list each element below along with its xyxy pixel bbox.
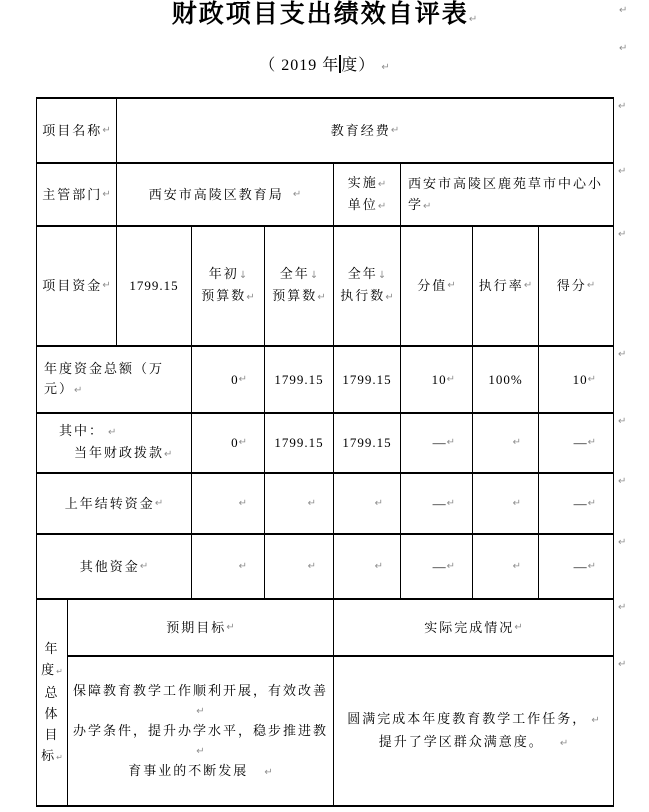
paragraph-mark-icon: ↵ bbox=[619, 43, 628, 54]
col-header-text: 预算数 bbox=[272, 288, 318, 303]
col-header-initial-budget-cell[interactable] bbox=[192, 227, 265, 347]
total-points: 10 bbox=[572, 371, 588, 387]
actual-completion-header-cell[interactable] bbox=[334, 600, 614, 657]
paragraph-mark-icon: ↵ bbox=[307, 560, 316, 572]
paragraph-mark-icon: ↵ bbox=[374, 497, 383, 509]
paragraph-mark-icon: ↵ bbox=[74, 384, 83, 396]
actual-completion-content-cell[interactable] bbox=[334, 657, 614, 807]
impl-unit-label-text2: 单位 bbox=[347, 196, 378, 212]
total-exec-rate-cell[interactable] bbox=[473, 347, 539, 414]
paragraph-mark-icon: ↵ bbox=[307, 497, 316, 509]
paragraph-mark-icon: ↵ bbox=[154, 497, 164, 509]
side-char bbox=[44, 703, 59, 724]
paragraph-mark-icon: ↵ bbox=[56, 666, 63, 676]
side-char-text: 年 bbox=[44, 640, 60, 656]
carryover-points: — bbox=[573, 495, 588, 511]
paragraph-mark-icon: ↵ bbox=[102, 124, 111, 136]
paragraph-mark-icon: ↵ bbox=[381, 62, 390, 73]
carryover-label: 上年结转资金 bbox=[64, 495, 155, 511]
other-score: — bbox=[432, 558, 447, 574]
total-points-cell[interactable] bbox=[539, 347, 614, 414]
other-year-budget-cell[interactable] bbox=[265, 535, 334, 600]
col-header-text: 全年 bbox=[279, 266, 310, 281]
paragraph-mark-icon: ↵ bbox=[446, 560, 455, 572]
total-year-exec-cell[interactable] bbox=[334, 347, 401, 414]
row-end-mark-icon: ↵ bbox=[618, 537, 627, 548]
col-header-exec-rate-cell[interactable] bbox=[473, 227, 539, 347]
subtitle-suffix: 度） bbox=[341, 57, 376, 74]
total-year-budget-cell[interactable] bbox=[265, 347, 334, 414]
paragraph-mark-icon: ↵ bbox=[377, 200, 387, 212]
expected-goal-line bbox=[70, 721, 331, 761]
col-header-points: 得分 bbox=[556, 278, 587, 293]
impl-unit-value bbox=[408, 173, 609, 217]
fiscal-year-exec: 1799.15 bbox=[342, 435, 392, 450]
other-points-cell[interactable] bbox=[539, 535, 614, 600]
total-label-text: 年度资金总额（万元） bbox=[44, 360, 165, 396]
paragraph-mark-icon: ↵ bbox=[447, 280, 456, 291]
row-end-mark-icon: ↵ bbox=[618, 229, 627, 240]
col-header-line bbox=[280, 264, 318, 286]
paragraph-mark-icon: ↵ bbox=[512, 497, 521, 509]
total-exec-rate: 100% bbox=[488, 371, 523, 387]
paragraph-mark-icon: ↵ bbox=[246, 292, 255, 303]
fiscal-label-text1: 其中： bbox=[59, 423, 105, 438]
paragraph-mark-icon: ↵ bbox=[139, 560, 149, 572]
paragraph-mark-icon: ↵ bbox=[390, 124, 400, 136]
row-end-mark-icon: ↵ bbox=[618, 416, 627, 427]
col-header-line bbox=[348, 264, 386, 286]
row-end-mark-icon: ↵ bbox=[618, 166, 627, 177]
paragraph-mark-icon: ↵ bbox=[591, 715, 600, 726]
col-header-year-budget-cell[interactable] bbox=[265, 227, 334, 347]
total-year-exec: 1799.15 bbox=[342, 371, 392, 387]
carryover-exec-rate-cell[interactable] bbox=[473, 474, 539, 535]
col-header-points-cell[interactable] bbox=[539, 227, 614, 347]
col-header-score-cell[interactable] bbox=[401, 227, 473, 347]
col-header-score: 分值 bbox=[417, 278, 448, 293]
paragraph-mark-icon: ↵ bbox=[264, 766, 273, 778]
fiscal-label-line1 bbox=[59, 421, 116, 443]
expected-goal-line bbox=[128, 761, 272, 782]
total-initial-budget-cell[interactable] bbox=[192, 347, 265, 414]
carryover-label-cell[interactable] bbox=[37, 474, 192, 535]
line-break-mark-icon: ↓ bbox=[238, 270, 248, 281]
paragraph-mark-icon: ↵ bbox=[512, 560, 521, 572]
carryover-score: — bbox=[432, 495, 447, 511]
impl-unit-label-line2 bbox=[348, 195, 386, 217]
total-initial-budget: 0 bbox=[231, 371, 239, 387]
total-label-cell[interactable] bbox=[37, 347, 192, 414]
project-funds-amount-cell[interactable] bbox=[117, 227, 192, 347]
carryover-points-cell[interactable] bbox=[539, 474, 614, 535]
actual-completion-line bbox=[379, 731, 568, 754]
fiscal-label-cell[interactable] bbox=[37, 414, 192, 474]
paragraph-mark-icon: ↵ bbox=[446, 497, 455, 509]
paragraph-mark-icon: ↵ bbox=[102, 280, 111, 291]
self-evaluation-table bbox=[36, 97, 614, 807]
col-header-exec-rate: 执行率 bbox=[478, 278, 524, 293]
side-char bbox=[41, 745, 63, 768]
project-funds-amount: 1799.15 bbox=[129, 278, 179, 293]
side-char bbox=[44, 638, 59, 659]
row-end-mark-icon: ↵ bbox=[618, 349, 627, 360]
line-break-mark-icon: ↓ bbox=[377, 270, 387, 281]
paragraph-mark-icon: ↵ bbox=[292, 188, 302, 200]
impl-unit-label-text1: 实施 bbox=[347, 174, 378, 190]
page-subtitle[interactable] bbox=[0, 55, 649, 79]
fiscal-label-text2: 当年财政拨款 bbox=[74, 445, 165, 460]
project-funds-label-cell[interactable] bbox=[37, 227, 117, 347]
fiscal-points-cell[interactable] bbox=[539, 414, 614, 474]
paragraph-mark-icon: ↵ bbox=[196, 705, 205, 717]
actual-completion-text: 圆满完成本年度教育教学工作任务， bbox=[347, 711, 588, 726]
fiscal-initial-budget-cell[interactable] bbox=[192, 414, 265, 474]
expected-goal-text: 育事业的不断发展 bbox=[128, 762, 249, 778]
paragraph-mark-icon: ↵ bbox=[238, 437, 247, 448]
department-label-cell[interactable] bbox=[37, 164, 117, 227]
fiscal-year-exec-cell[interactable] bbox=[334, 414, 401, 474]
expected-goal-line bbox=[70, 681, 331, 721]
paragraph-mark-icon: ↵ bbox=[587, 437, 596, 448]
fiscal-points: — bbox=[573, 435, 588, 450]
side-char-text: 度 bbox=[41, 661, 57, 677]
line-break-mark-icon: ↓ bbox=[309, 270, 319, 281]
department-label: 主管部门 bbox=[42, 186, 103, 202]
expected-goal-header-cell[interactable] bbox=[68, 600, 334, 657]
side-char-text: 总 bbox=[44, 684, 60, 700]
fiscal-year-budget-cell[interactable] bbox=[265, 414, 334, 474]
project-name-label: 项目名称 bbox=[42, 122, 103, 138]
project-funds-label: 项目资金 bbox=[42, 278, 103, 293]
row-end-mark-icon: ↵ bbox=[618, 659, 627, 670]
paragraph-mark-icon: ↵ bbox=[587, 497, 596, 509]
total-score: 10 bbox=[431, 371, 447, 387]
paragraph-mark-icon: ↵ bbox=[385, 292, 394, 303]
fiscal-label-line2 bbox=[74, 443, 172, 465]
col-header-text: 全年 bbox=[347, 266, 378, 281]
paragraph-mark-icon: ↵ bbox=[102, 188, 111, 200]
paragraph-mark-icon: ↵ bbox=[446, 373, 455, 385]
total-year-budget: 1799.15 bbox=[274, 371, 324, 387]
carryover-year-exec-cell[interactable] bbox=[334, 474, 401, 535]
paragraph-mark-icon: ↵ bbox=[226, 621, 235, 633]
project-name-label-cell[interactable] bbox=[37, 99, 117, 164]
col-header-text: 年初 bbox=[208, 266, 239, 281]
paragraph-mark-icon: ↵ bbox=[374, 560, 383, 572]
carryover-score-cell[interactable] bbox=[401, 474, 473, 535]
department-value-cell[interactable] bbox=[117, 164, 334, 227]
page-title[interactable] bbox=[0, 0, 649, 35]
side-char-text: 标 bbox=[41, 747, 57, 763]
fiscal-exec-rate-cell[interactable] bbox=[473, 414, 539, 474]
subtitle-prefix: （ 2019 年 bbox=[259, 57, 340, 74]
overall-goal-side-label-cell[interactable] bbox=[37, 600, 68, 807]
actual-completion-line bbox=[347, 708, 599, 731]
page-title-text: 财政项目支出绩效自评表 bbox=[171, 1, 469, 28]
col-header-year-exec-cell[interactable] bbox=[334, 227, 401, 347]
paragraph-mark-icon: ↵ bbox=[587, 373, 596, 385]
total-score-cell[interactable] bbox=[401, 347, 473, 414]
impl-unit-label-line1 bbox=[348, 173, 386, 195]
col-header-line bbox=[340, 286, 393, 308]
other-label-cell[interactable] bbox=[37, 535, 192, 600]
actual-completion-header: 实际完成情况 bbox=[424, 619, 515, 635]
other-score-cell[interactable] bbox=[401, 535, 473, 600]
other-initial-budget-cell[interactable] bbox=[192, 535, 265, 600]
col-header-line bbox=[272, 286, 325, 308]
other-exec-rate-cell[interactable] bbox=[473, 535, 539, 600]
impl-unit-value-cell[interactable] bbox=[401, 164, 614, 227]
row-end-mark-icon: ↵ bbox=[618, 476, 627, 487]
side-char bbox=[44, 682, 59, 703]
paragraph-mark-icon: ↵ bbox=[164, 449, 173, 460]
paragraph-mark-icon: ↵ bbox=[238, 560, 247, 572]
expected-goal-text: 办学条件，提升办学水平，稳步推进教 bbox=[72, 722, 328, 738]
paragraph-mark-icon: ↵ bbox=[108, 427, 117, 438]
paragraph-mark-icon: ↵ bbox=[514, 621, 523, 633]
total-label bbox=[44, 359, 182, 401]
expected-goal-content-cell[interactable] bbox=[68, 657, 334, 807]
paragraph-mark-icon: ↵ bbox=[446, 437, 455, 448]
col-header-line bbox=[209, 264, 247, 286]
paragraph-mark-icon: ↵ bbox=[423, 200, 432, 212]
expected-goal-text: 保障教育教学工作顺利开展，有效改善 bbox=[72, 682, 328, 698]
row-end-mark-icon: ↵ bbox=[618, 101, 627, 112]
side-char bbox=[41, 659, 63, 682]
impl-unit-label-cell[interactable] bbox=[334, 164, 401, 227]
paragraph-mark-icon: ↵ bbox=[559, 738, 569, 749]
fiscal-year-budget: 1799.15 bbox=[274, 435, 324, 450]
paragraph-mark-icon: ↵ bbox=[468, 14, 478, 25]
paragraph-mark-icon: ↵ bbox=[512, 437, 521, 448]
fiscal-score-cell[interactable] bbox=[401, 414, 473, 474]
other-points: — bbox=[573, 558, 588, 574]
carryover-year-budget-cell[interactable] bbox=[265, 474, 334, 535]
col-header-text: 预算数 bbox=[201, 288, 247, 303]
fiscal-initial-budget: 0 bbox=[231, 435, 239, 450]
other-year-exec-cell[interactable] bbox=[334, 535, 401, 600]
row-end-mark-icon: ↵ bbox=[618, 602, 627, 613]
paragraph-mark-icon: ↵ bbox=[587, 560, 596, 572]
paragraph-mark-icon: ↵ bbox=[56, 752, 63, 762]
paragraph-mark-icon: ↵ bbox=[238, 497, 247, 509]
expected-goal-header: 预期目标 bbox=[166, 619, 227, 635]
paragraph-mark-icon: ↵ bbox=[238, 373, 247, 385]
paragraph-mark-icon: ↵ bbox=[377, 178, 387, 190]
fiscal-score: — bbox=[432, 435, 447, 450]
side-char-text: 体 bbox=[44, 705, 60, 721]
paragraph-mark-icon: ↵ bbox=[196, 745, 205, 757]
department-value: 西安市高陵区教育局 bbox=[148, 186, 284, 202]
carryover-initial-budget-cell[interactable] bbox=[192, 474, 265, 535]
col-header-line bbox=[201, 286, 254, 308]
col-header-text: 执行数 bbox=[340, 288, 386, 303]
side-char-text: 目 bbox=[44, 726, 60, 742]
side-char bbox=[44, 724, 59, 745]
paragraph-mark-icon: ↵ bbox=[619, 5, 628, 16]
other-label: 其他资金 bbox=[79, 558, 140, 574]
paragraph-mark-icon: ↵ bbox=[586, 280, 596, 291]
project-name-value: 教育经费 bbox=[330, 122, 391, 138]
project-name-value-cell[interactable] bbox=[117, 99, 614, 164]
impl-unit-value-text: 西安市高陵区鹿苑草市中心小学 bbox=[408, 175, 604, 212]
paragraph-mark-icon: ↵ bbox=[523, 280, 533, 291]
actual-completion-text: 提升了学区群众满意度。 bbox=[378, 734, 544, 749]
paragraph-mark-icon: ↵ bbox=[317, 292, 326, 303]
